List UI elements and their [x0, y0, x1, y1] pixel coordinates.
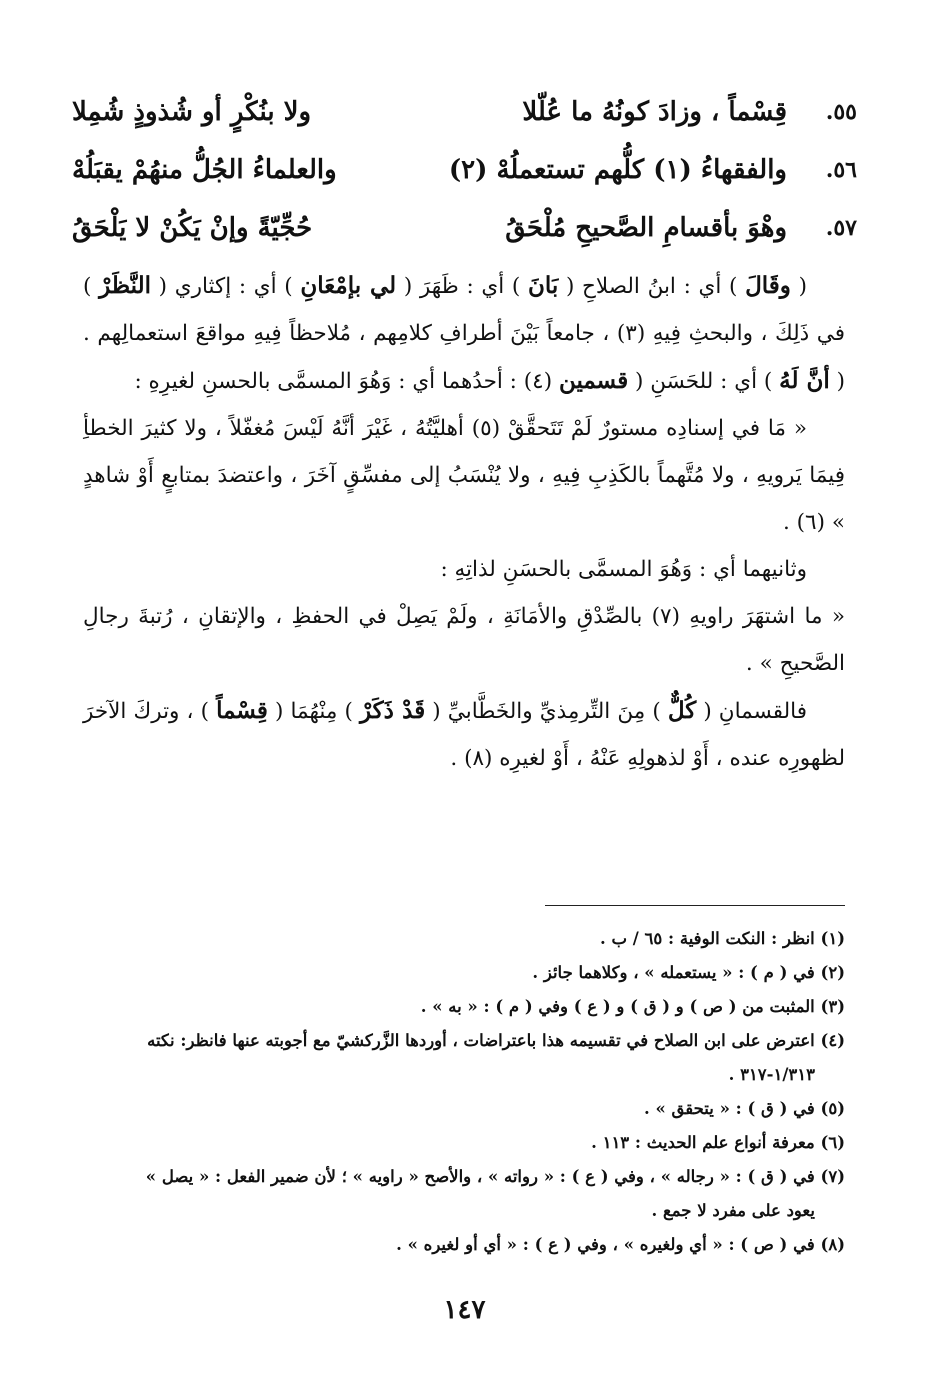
- commentary-text: [83, 262, 845, 782]
- footnote-7-continuation: يعود على مفرد لا جمع .: [651, 1201, 815, 1220]
- verse-first-hemistich: والفقهاءُ (١) كلُّهم تستعملُهْ (٢): [448, 155, 787, 185]
- paragraph-4-quote: « ما اشتهَرَ راويهِ (٧) بالصِّدْقِ والأمَانَةِ ، ولَمْ يَصِلْ في الحفظِ ، والإتقانِ ، رُتبةَ رجالِ الصَّحيحِ » .: [83, 604, 845, 676]
- footnote-4-continuation: ١/٣١٣-٣١٧ .: [728, 1065, 815, 1084]
- footnotes: [83, 922, 845, 1262]
- verse-56: [72, 146, 857, 194]
- verse-second-hemistich: ولا بنُكْرٍ أو شُذوذٍ شُمِلا: [72, 97, 312, 127]
- verse-first-hemistich: وهْوَ بأقسامِ الصَّحيحِ مُلْحَقُ: [505, 213, 787, 243]
- paragraph-5: فالقسمانِ ( كُلٌّ ) مِنَ التِّرمِذيِّ والخَطَّابيِّ ( قَدْ ذَكَرْ ) مِنْهُمَا ( قِسْماً ) ، وتركَ الآخرَ لظهورِه عنده ، أَوْ لذهولِهِ عَنْهُ ، أَوْ لغيرِه (٨) .: [83, 697, 845, 771]
- verse-55: [72, 88, 857, 136]
- verse-number: ٥٧.: [825, 215, 857, 241]
- verse-number: ٥٥.: [825, 99, 857, 125]
- footnote-1: (١) انظر : النكت الوفية : ٦٥ / ب .: [600, 929, 845, 948]
- footnote-6: (٦) معرفة أنواع علم الحديث : ١١٣ .: [591, 1133, 845, 1152]
- page-number: ١٤٧: [443, 1295, 486, 1325]
- verse-first-hemistich: قِسْماً ، وزادَ كونُهُ ما عُلّلا: [522, 97, 787, 127]
- footnote-3: (٣) المثبت من ( ص ) و ( ق ) و ( ع ) وفي ( م ) : « به » .: [420, 997, 845, 1016]
- verse-second-hemistich: والعلماءُ الجُلُّ منهُمْ يقبَلُهْ: [72, 155, 337, 185]
- verse-number: ٥٦.: [825, 157, 857, 183]
- verse-57: [72, 204, 857, 252]
- footnote-2: (٢) في ( م ) : « يستعمله » ، وكلاهما جائز .: [532, 963, 845, 982]
- footnote-5: (٥) في ( ق ) : « يتحقق » .: [643, 1099, 845, 1118]
- footnote-8: (٨) في ( ص ) : « أي ولغيره » ، وفي ( ع ) : « أي أو لغيره » .: [396, 1235, 845, 1254]
- footnote-divider: [545, 905, 845, 906]
- verse-second-hemistich: حُجِّيّةً وإنْ يَكُنْ لا يَلْحَقُ: [72, 213, 313, 243]
- paragraph-2-quote: « مَا في إسنادِه مستورٌ لَمْ تَتَحقَّقْ (٥) أهليَّتُهُ ، غَيْرَ أنَّهُ لَيْسَ مُغفّلاً ، ولا كثيرَ الخطأِ فِيمَا يَرويهِ ، ولا مُتَّهماً بالكَذِبِ فِيهِ ، ولا يُنْسَبُ إلى مفسِّقٍ آخَرَ ، واعتضدَ بمتابعٍ أَوْ شاهدٍ » (٦) .: [83, 416, 845, 535]
- footnote-7: (٧) في ( ق ) : « رجاله » ، وفي ( ع ) : « رواته » ، والأصح « راويه » ؛ لأن ضمير الفعل : « يصل »: [145, 1167, 845, 1186]
- paragraph-1: ( وقَالَ ) أي : ابنُ الصلاحِ ( بَانَ ) أي : ظَهَرَ ( لي بإمْعَانِ ) أي : إكثاري ( النَّظَرْ ) في ذَلِكَ ، والبحثِ فِيهِ (٣) ، جامعاً بَيْنَ أطرافِ كلامِهم ، مُلاحظاً فِيهِ مواقعَ استعمالِهم . ( أنَّ لَهُ ) أي : للحَسَنِ ( قسمين (٤) : أحدُهما أي : وَهُوَ المسمَّى بالحسنِ لغيرِهِ :: [83, 272, 846, 394]
- paragraph-3: وثانيهما أي : وَهُوَ المسمَّى بالحسَنِ لذاتِهِ :: [440, 557, 807, 582]
- footnote-4: (٤) اعترض على ابن الصلاح في تقسيمه هذا باعتراضات ، أوردها الزَّركشيّ مع أجوبته عنها فانظر: نكته: [147, 1031, 845, 1050]
